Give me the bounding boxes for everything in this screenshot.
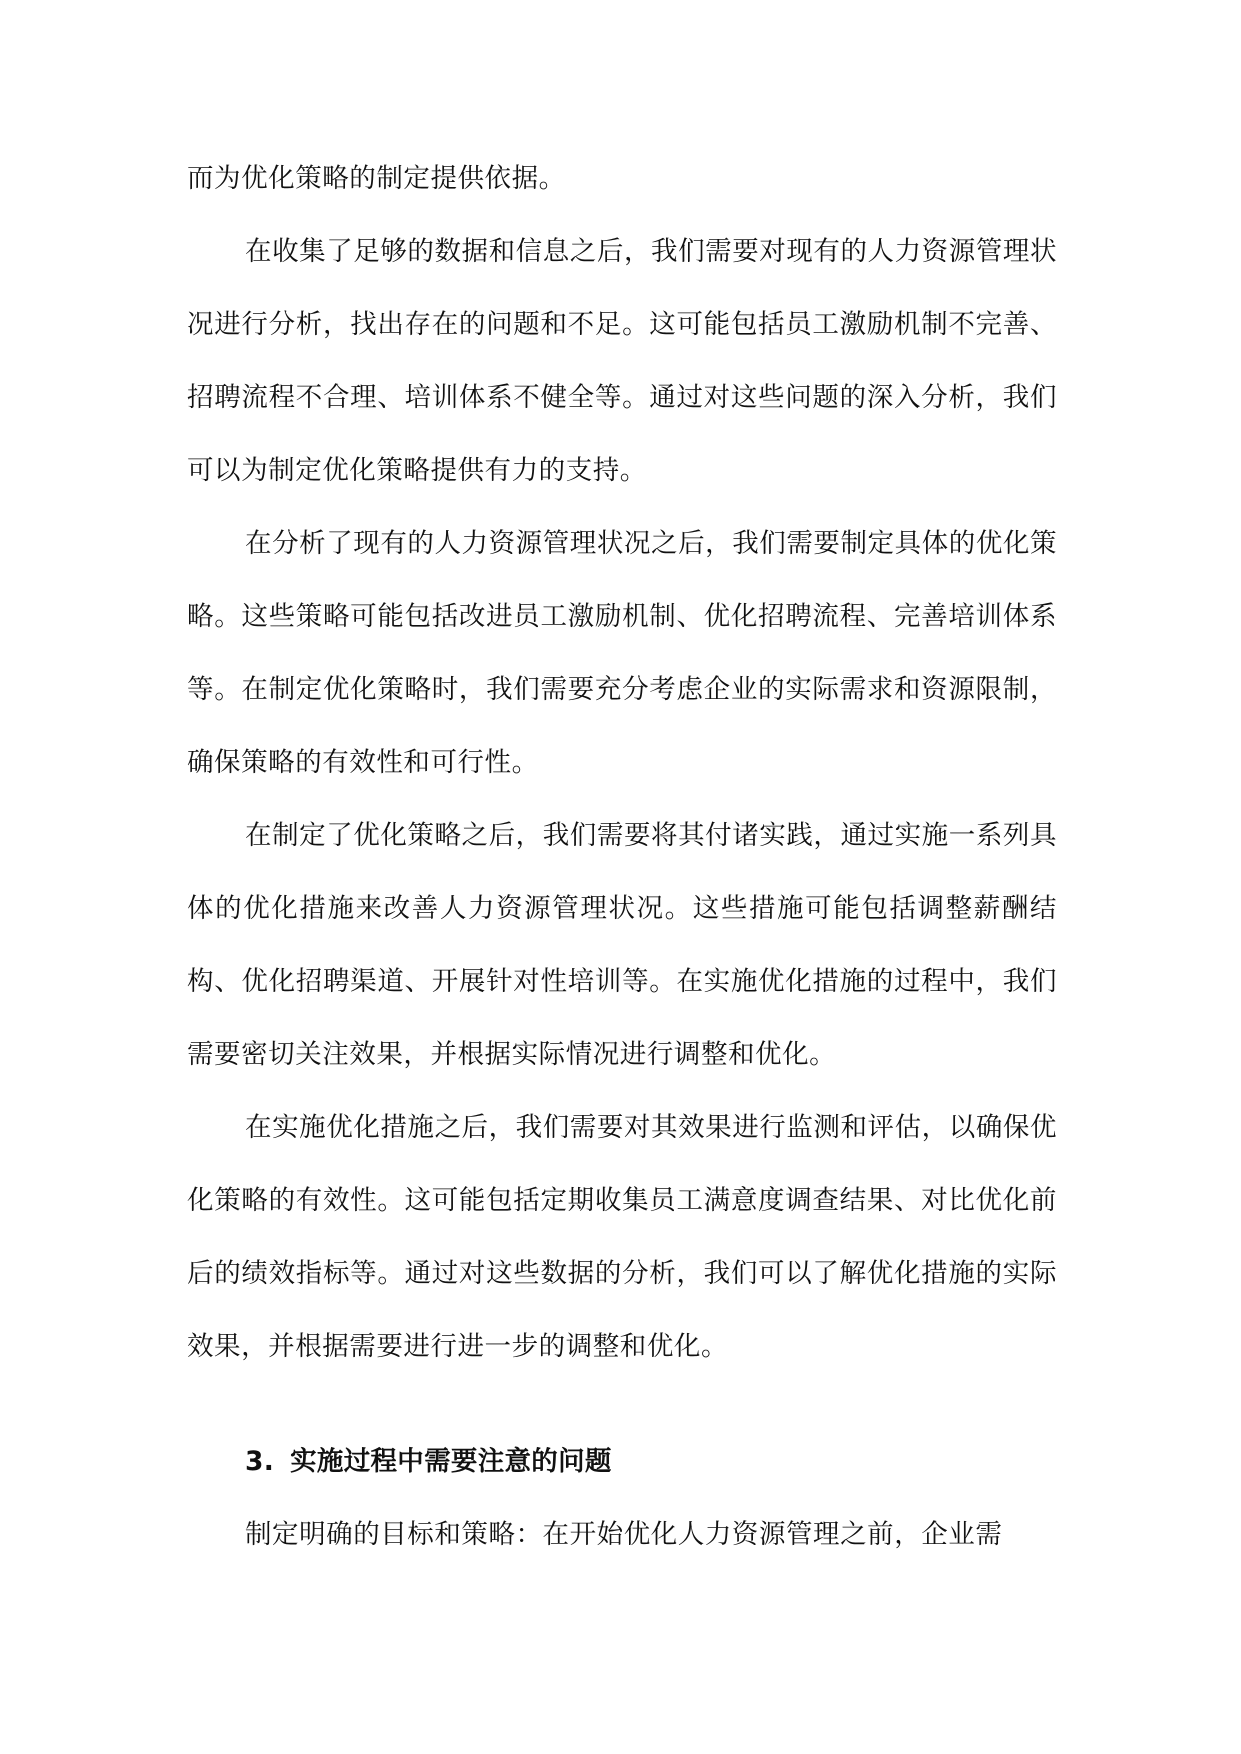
section-heading	[187, 1425, 1057, 1498]
section-title: 实施过程中需要注意的问题	[290, 1446, 612, 1477]
paragraph-analysis: 在收集了足够的数据和信息之后，我们需要对现有的人力资源管理状况进行分析，找出存在的问题和不足。这可能包括员工激励机制不完善、招聘流程不合理、培训体系不健全等。通过对这些问题的深入分析，我们可以为制定优化策略提供有力的支持。	[187, 236, 1057, 486]
paragraph-strategy: 在分析了现有的人力资源管理状况之后，我们需要制定具体的优化策略。这些策略可能包括改进员工激励机制、优化招聘流程、完善培训体系等。在制定优化策略时，我们需要充分考虑企业的实际需求和资源限制，确保策略的有效性和可行性。	[187, 528, 1057, 778]
paragraph-implementation: 在制定了优化策略之后，我们需要将其付诸实践，通过实施一系列具体的优化措施来改善人力资源管理状况。这些措施可能包括调整薪酬结构、优化招聘渠道、开展针对性培训等。在实施优化措施的过程中，我们需要密切关注效果，并根据实际情况进行调整和优化。	[187, 820, 1057, 1070]
paragraph-evaluation: 在实施优化措施之后，我们需要对其效果进行监测和评估，以确保优化策略的有效性。这可能包括定期收集员工满意度调查结果、对比优化前后的绩效指标等。通过对这些数据的分析，我们可以了解优化措施的实际效果，并根据需要进行进一步的调整和优化。	[187, 1112, 1057, 1362]
document-body	[187, 142, 1057, 1571]
section-number: 3.	[245, 1446, 275, 1477]
paragraph-closing: 制定明确的目标和策略：在开始优化人力资源管理之前，企业需	[245, 1519, 1003, 1550]
paragraph-continuation: 而为优化策略的制定提供依据。	[187, 163, 566, 194]
